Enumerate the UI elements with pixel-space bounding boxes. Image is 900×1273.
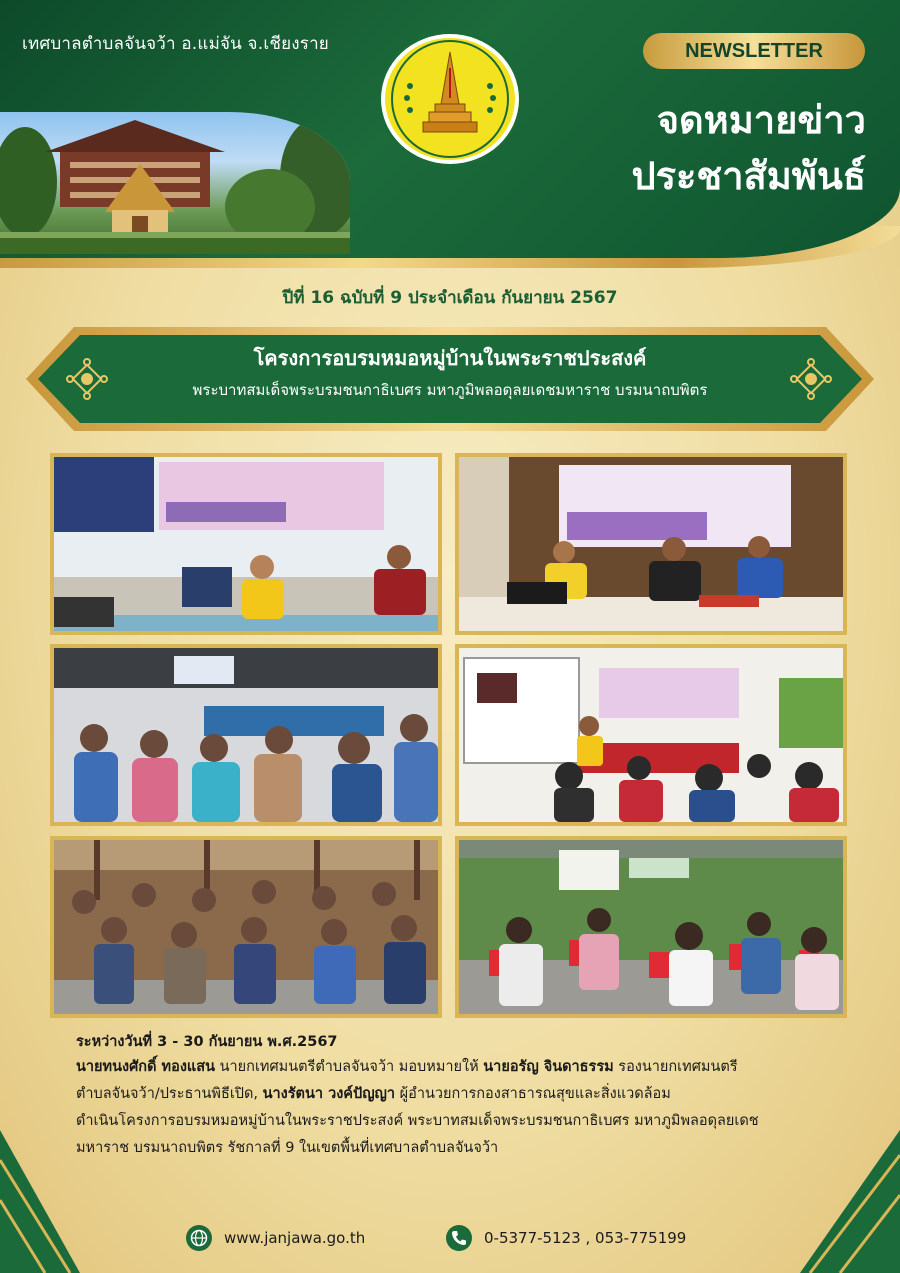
project-banner xyxy=(26,323,874,435)
banner-text xyxy=(126,343,774,403)
director-name: นางรัตนา วงค์ปัญญา xyxy=(262,1086,396,1102)
title-line-2: ประชาสัมพันธ์ xyxy=(631,153,866,198)
event-photo-4 xyxy=(455,644,847,826)
mayor-name: นายทนงศักดิ์ ทองแสน xyxy=(76,1059,216,1075)
event-photo-2 xyxy=(455,453,847,635)
municipality-logo xyxy=(381,34,519,164)
article-text: นายกเทศมนตรีตำบลจันจว้า มอบหมายให้ xyxy=(215,1059,484,1075)
event-photo-5 xyxy=(50,836,442,1018)
article-line-3: ดำเนินโครงการอบรมหมอหมู่บ้านในพระราชประสงค์ พระบาทสมเด็จพระบรมชนกาธิเบศร มหาภูมิพลอดุลยเดช xyxy=(76,1113,759,1129)
event-photo-3 xyxy=(50,644,442,826)
right-flower-icon xyxy=(790,358,832,400)
phone-icon xyxy=(446,1225,472,1251)
article-line-2 xyxy=(76,1081,836,1108)
article-text: ผู้อำนวยการกองสาธารณสุขและสิ่งแวดล้อม xyxy=(395,1086,671,1102)
building-photo xyxy=(0,112,350,254)
banner-subtitle: พระบาทสมเด็จพระบรมชนกาธิเบศร มหาภูมิพลอดุลยเดชมหาราช บรมนาถบพิตร xyxy=(192,381,708,399)
title-line-1: จดหมายข่าว xyxy=(656,97,866,142)
article-line-1 xyxy=(76,1054,836,1081)
website-url[interactable]: www.janjawa.go.th xyxy=(224,1229,366,1247)
newsletter-badge: NEWSLETTER xyxy=(643,33,865,69)
newsletter-title xyxy=(526,92,866,204)
left-corner-ornament xyxy=(0,1130,80,1273)
event-photo-6 xyxy=(455,836,847,1018)
event-date: ระหว่างวันที่ 3 - 30 กันยายน พ.ศ.2567 xyxy=(76,1034,338,1050)
globe-icon xyxy=(186,1225,212,1251)
deputy-mayor-name: นายอรัญ จินดาธรรม xyxy=(483,1059,614,1075)
article-line-4: มหาราช บรมนาถบพิตร รัชกาลที่ 9 ในเขตพื้นที่เทศบาลตำบลจันจว้า xyxy=(76,1140,499,1156)
left-flower-icon xyxy=(66,358,108,400)
article-text: ตำบลจันจว้า/ประธานพิธีเปิด, xyxy=(76,1086,263,1102)
issue-info: ปีที่ 16 ฉบับที่ 9 ประจำเดือน กันยายน 2567 xyxy=(282,288,618,308)
article-text: รองนายกเทศมนตรี xyxy=(613,1059,738,1075)
footer-website[interactable] xyxy=(186,1224,365,1252)
org-name: เทศบาลตำบลจันจว้า อ.แม่จัน จ.เชียงราย xyxy=(22,34,329,54)
header xyxy=(0,0,900,258)
footer-phone[interactable] xyxy=(446,1224,686,1252)
phone-numbers[interactable]: 0-5377-5123 , 053-775199 xyxy=(484,1229,687,1247)
banner-title: โครงการอบรมหมอหมู่บ้านในพระราชประสงค์ xyxy=(253,346,647,370)
event-photo-1 xyxy=(50,453,442,635)
article-body xyxy=(76,1054,836,1162)
